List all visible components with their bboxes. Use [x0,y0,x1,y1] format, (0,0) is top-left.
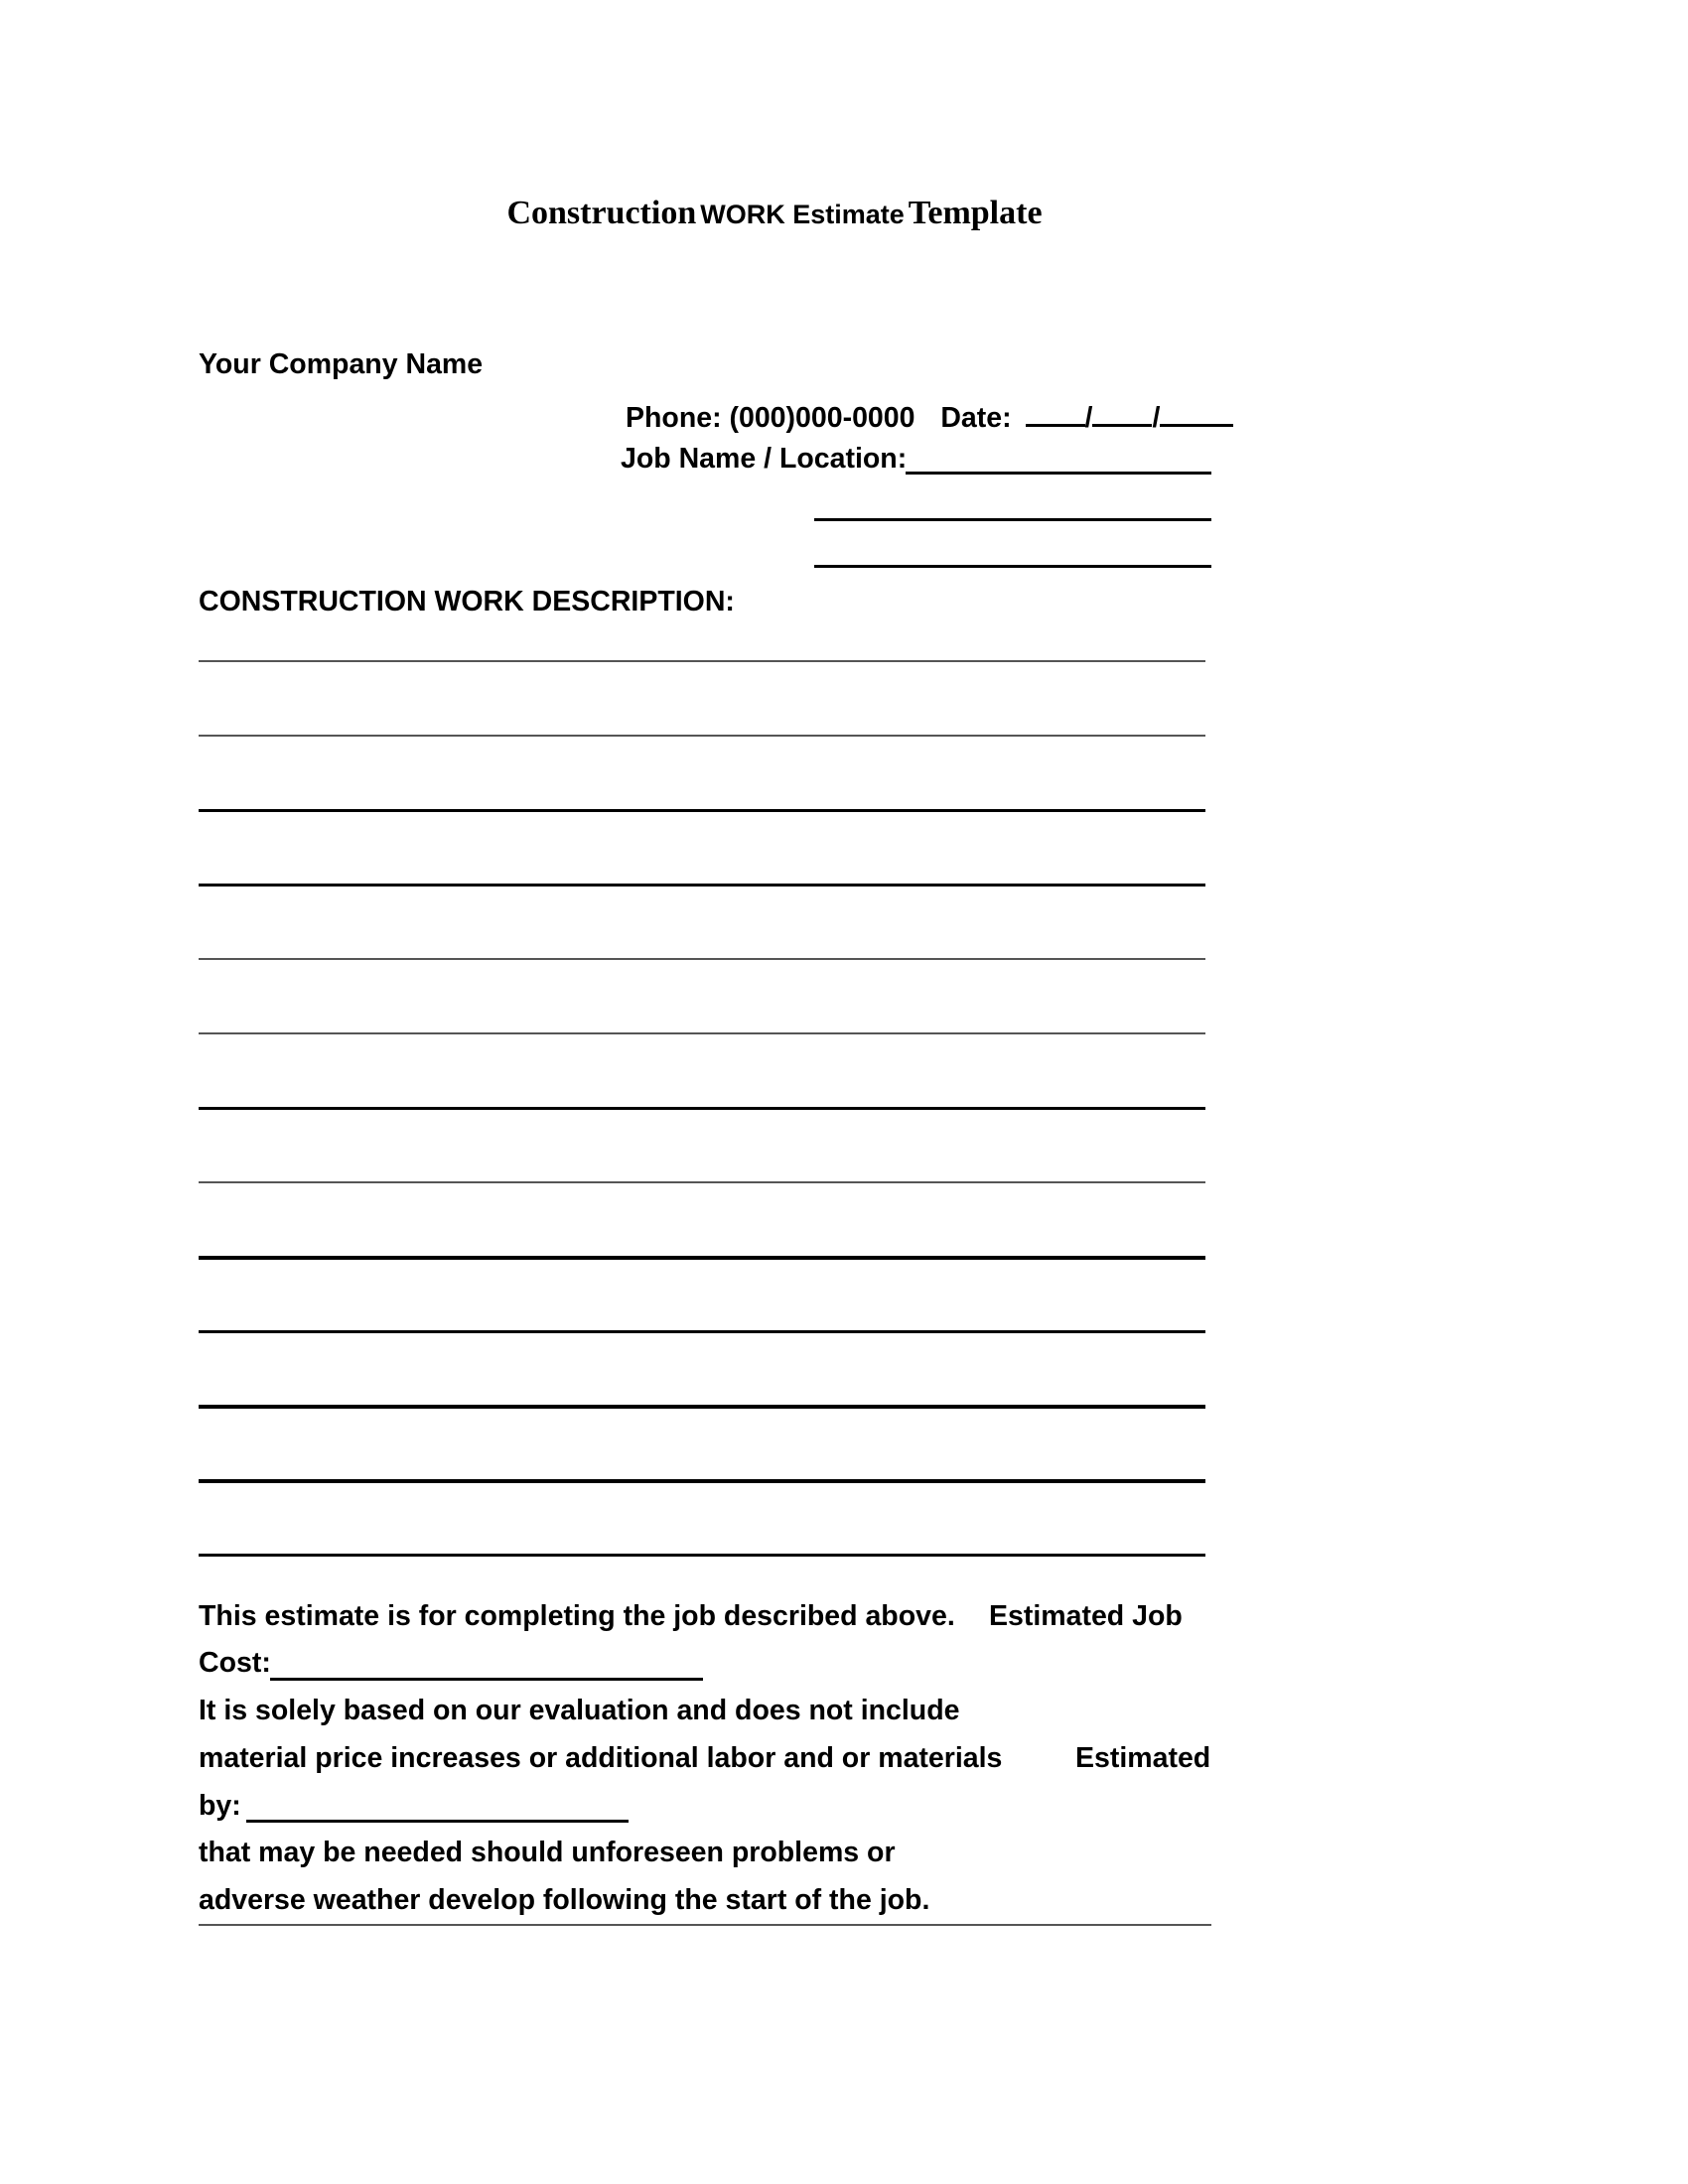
phone-date-line [626,398,1233,433]
date-year-field[interactable] [1160,398,1233,427]
terms-line-4: that may be needed should unforeseen problems or [199,1837,896,1868]
description-line[interactable] [199,809,1205,812]
by-label: by: [199,1790,241,1822]
job-location-field-line-3[interactable] [814,565,1211,568]
cost-field[interactable] [270,1678,703,1681]
date-separator-2: / [1152,402,1161,434]
description-line[interactable] [199,1032,1205,1034]
page-title [0,197,1549,230]
description-line[interactable] [199,1107,1205,1110]
description-line[interactable] [199,1479,1205,1483]
terms-line-5: adverse weather develop following the start of the job. [199,1884,930,1916]
description-label: CONSTRUCTION WORK DESCRIPTION: [199,586,735,617]
description-line[interactable] [199,1330,1205,1333]
estimated-label: Estimated [1075,1742,1211,1774]
date-day-field[interactable] [1092,398,1152,427]
terms-line-2: It is solely based on our evaluation and does not include [199,1695,960,1726]
job-name-label: Job Name / Location: [621,443,908,475]
title-part-work-estimate: WORK Estimate [700,200,905,229]
job-name-line [621,445,907,474]
description-line[interactable] [199,1554,1205,1557]
description-line[interactable] [199,660,1205,662]
cost-label: Cost: [199,1647,271,1679]
title-part-template: Template [908,195,1043,231]
date-label: Date: [940,402,1012,434]
job-name-field[interactable] [906,472,1211,475]
bottom-divider [199,1924,1211,1926]
terms-line-3: material price increases or additional labor and or materials [199,1742,1003,1774]
date-month-field[interactable] [1026,398,1085,427]
description-line[interactable] [199,958,1205,960]
description-line[interactable] [199,1256,1205,1260]
description-line[interactable] [199,1405,1205,1409]
job-location-field-line-2[interactable] [814,518,1211,521]
title-part-construction: Construction [506,195,697,231]
company-name: Your Company Name [199,348,484,380]
description-line[interactable] [199,1181,1205,1183]
phone-label: Phone: (000)000-0000 [626,402,915,434]
description-line[interactable] [199,735,1205,737]
terms-line-1: This estimate is for completing the job described above. [199,1600,955,1632]
date-separator-1: / [1084,402,1093,434]
estimated-by-field[interactable] [246,1820,629,1823]
description-line[interactable] [199,884,1205,887]
estimated-job-label: Estimated Job [989,1600,1183,1632]
